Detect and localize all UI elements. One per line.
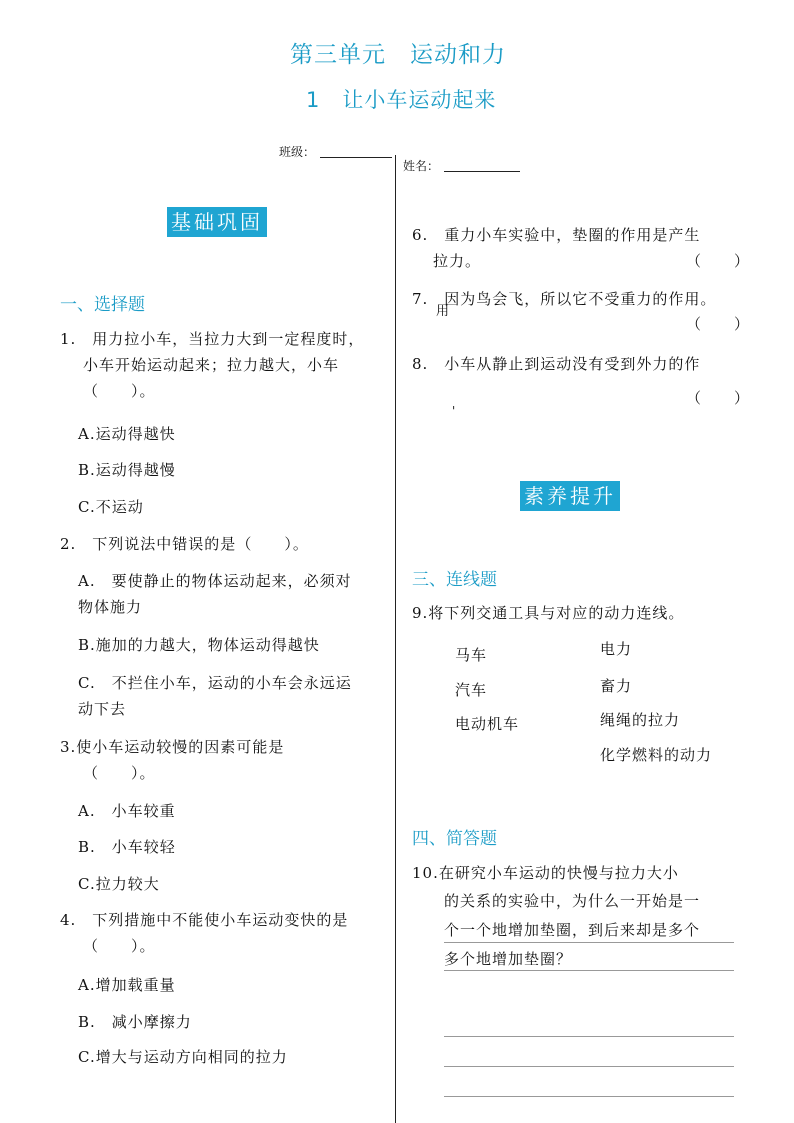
q3-option-c[interactable]: C.拉力较大 — [78, 875, 160, 893]
section-short-answer-title: 四、简答题 — [412, 829, 497, 849]
name-blank[interactable] — [444, 157, 520, 172]
q2-line1: 2. 下列说法中错误的是（ ）。 — [60, 535, 309, 553]
q7-answer-bracket[interactable]: （ ） — [686, 315, 751, 333]
answer-line[interactable] — [444, 1066, 734, 1067]
unit-title: 第三单元 运动和力 — [290, 42, 506, 68]
q6-line1: 6. 重力小车实验中，垫圈的作用是产生 — [412, 226, 701, 244]
section-choice-title: 一、选择题 — [60, 295, 145, 315]
q9-line1: 9.将下列交通工具与对应的动力连线。 — [412, 604, 685, 622]
q2-option-c-cont: 动下去 — [78, 700, 127, 718]
answer-line[interactable] — [444, 1036, 734, 1037]
q1-line3: （ ）。 — [83, 382, 156, 400]
q1-option-a[interactable]: A.运动得越快 — [78, 425, 176, 443]
lesson-title: 1 让小车运动起来 — [306, 88, 497, 112]
q8-line1: 8. 小车从静止到运动没有受到外力的作 — [412, 355, 701, 373]
q2-option-c[interactable]: C. 不拦住小车，运动的小车会永远运 — [78, 674, 352, 692]
q9-right-item[interactable]: 畜力 — [600, 677, 633, 695]
q9-left-item[interactable]: 汽车 — [455, 681, 488, 699]
column-divider — [395, 155, 396, 1123]
q3-option-b[interactable]: B. 小车较轻 — [78, 838, 176, 856]
q9-right-item[interactable]: 电力 — [600, 640, 633, 658]
q8-line2: ' — [452, 404, 457, 418]
q2-option-b[interactable]: B.施加的力越大，物体运动得越快 — [78, 636, 320, 654]
q1-option-b[interactable]: B.运动得越慢 — [78, 461, 176, 479]
basic-badge: 基础巩固 — [167, 207, 267, 237]
q1-option-c[interactable]: C.不运动 — [78, 498, 144, 516]
advanced-badge: 素养提升 — [520, 481, 620, 511]
q3-line2: （ ）。 — [83, 764, 156, 782]
q2-option-a-cont: 物体施力 — [78, 598, 143, 616]
answer-line[interactable] — [444, 1096, 734, 1097]
q6-line2: 拉力。 — [433, 252, 482, 270]
q3-line1: 3.使小车运动较慢的因素可能是 — [60, 738, 285, 756]
section-matching-title: 三、连线题 — [412, 570, 497, 590]
q4-line1: 4. 下列措施中不能使小车运动变快的是 — [60, 911, 349, 929]
q10-line3: 个一个地增加垫圈，到后来却是多个 — [444, 921, 701, 939]
q7-line2: 用 — [436, 304, 451, 319]
q9-left-item[interactable]: 马车 — [455, 646, 488, 664]
answer-line[interactable] — [444, 970, 734, 971]
q10-line4: 多个地增加垫圈？ — [444, 950, 573, 968]
q9-right-item[interactable]: 化学燃料的动力 — [600, 746, 713, 764]
q4-line2: （ ）。 — [83, 937, 156, 955]
q2-option-a[interactable]: A. 要使静止的物体运动起来，必须对 — [78, 572, 352, 590]
q3-option-a[interactable]: A. 小车较重 — [78, 802, 176, 820]
q9-right-item[interactable]: 绳绳的拉力 — [600, 711, 681, 729]
answer-line[interactable] — [444, 942, 734, 943]
q7-line1: 7. 因为鸟会飞，所以它不受重力的作用。 — [412, 290, 717, 308]
class-blank[interactable] — [320, 143, 392, 158]
q4-option-a[interactable]: A.增加载重量 — [78, 976, 176, 994]
q9-left-item[interactable]: 电动机车 — [455, 715, 520, 733]
q6-answer-bracket[interactable]: （ ） — [686, 252, 751, 270]
q10-line2: 的关系的实验中，为什么一开始是一 — [444, 892, 701, 910]
class-label: 班级： — [279, 145, 316, 159]
q4-option-c[interactable]: C.增大与运动方向相同的拉力 — [78, 1048, 288, 1066]
q8-answer-bracket[interactable]: （ ） — [686, 389, 751, 407]
q4-option-b[interactable]: B. 减小摩擦力 — [78, 1013, 192, 1031]
q1-line2: 小车开始运动起来；拉力越大，小车 — [83, 356, 340, 374]
q1-line1: 1. 用力拉小车，当拉力大到一定程度时， — [60, 330, 365, 348]
name-label: 姓名： — [403, 159, 440, 173]
q10-line1: 10.在研究小车运动的快慢与拉力大小 — [412, 864, 679, 882]
